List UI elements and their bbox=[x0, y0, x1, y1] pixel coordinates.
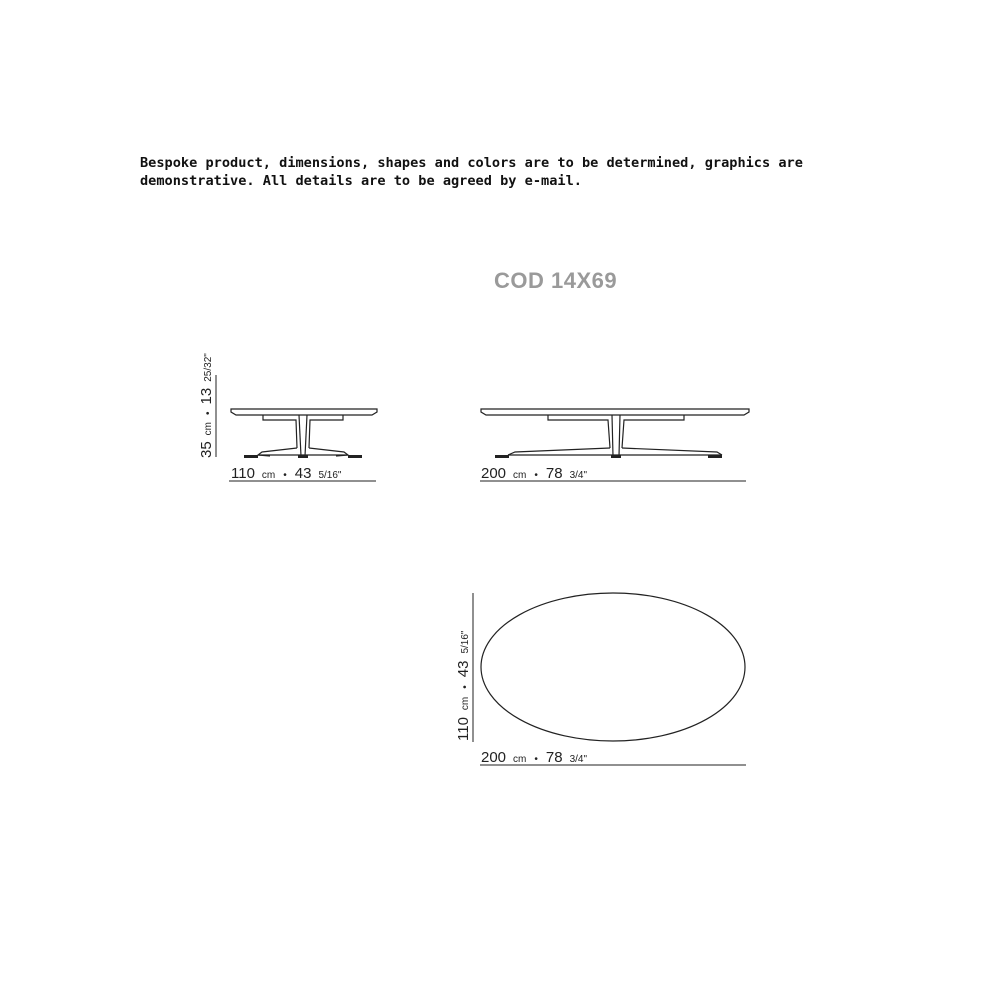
front-view-foot-left bbox=[495, 455, 509, 458]
front-view-foot-right bbox=[708, 455, 722, 458]
side-view-tabletop bbox=[231, 409, 377, 415]
side-view-foot-left bbox=[244, 455, 258, 458]
side-view bbox=[231, 409, 377, 458]
disclaimer-line-2: demonstrative. All details are to be agreed by e-mail. bbox=[140, 173, 582, 189]
product-code: COD 14X69 bbox=[494, 268, 618, 293]
top-width-label: 200 cm • 78 3/4" bbox=[481, 749, 588, 766]
front-view-tabletop bbox=[481, 409, 749, 415]
disclaimer-line-1: Bespoke product, dimensions, shapes and colors are to be determined, graphics are bbox=[140, 155, 803, 171]
top-depth-label: 110 cm • 43 5/16" bbox=[455, 630, 472, 741]
front-view bbox=[481, 409, 749, 458]
side-height-label: 35 cm • 13 25/32" bbox=[198, 353, 215, 458]
side-width-label: 110 cm • 43 5/16" bbox=[231, 465, 342, 482]
front-width-label: 200 cm • 78 3/4" bbox=[481, 465, 588, 482]
top-view-oval bbox=[481, 593, 745, 741]
side-view-foot-right bbox=[348, 455, 362, 458]
